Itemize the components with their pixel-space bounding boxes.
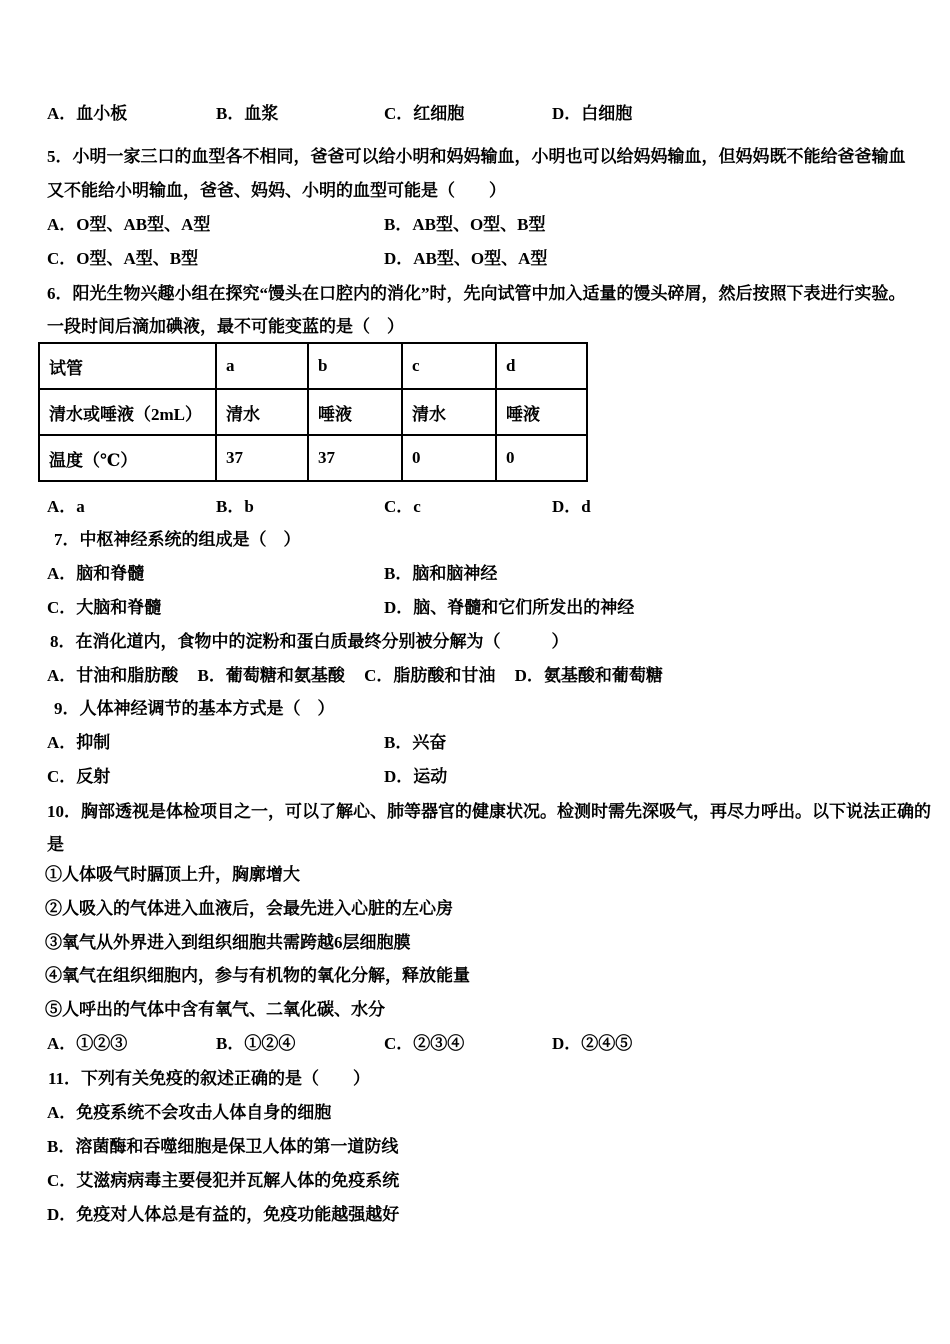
q10-option-b: B．①②④ xyxy=(216,1034,296,1053)
q11-option-c: C．艾滋病病毒主要侵犯并瓦解人体的免疫系统 xyxy=(47,1171,400,1190)
q10-statement-4: ④氧气在组织细胞内，参与有机物的氧化分解，释放能量 xyxy=(45,966,470,985)
table-cell: d xyxy=(496,343,587,389)
table-cell: 试管 xyxy=(39,343,216,389)
q8-options-row xyxy=(47,664,678,687)
q4-option-b: B．血浆 xyxy=(216,104,279,123)
q7-option-a: A．脑和脊髓 xyxy=(47,564,145,583)
q6-option-c: C．c xyxy=(384,497,421,516)
q9-option-d: D．运动 xyxy=(384,767,448,786)
q10-option-d: D．②④⑤ xyxy=(552,1034,633,1053)
q10-option-a: A．①②③ xyxy=(47,1034,128,1053)
q6-stem-line2: 一段时间后滴加碘液，最不可能变蓝的是（ ） xyxy=(47,317,404,336)
table-row-tube xyxy=(39,343,587,389)
q10-stem-line2: 是 xyxy=(47,835,64,854)
q10-statement-2: ②人吸入的气体进入血液后，会最先进入心脏的左心房 xyxy=(45,899,453,918)
q11-stem: 11．下列有关免疫的叙述正确的是（ ） xyxy=(48,1069,371,1088)
q7-option-d: D．脑、脊髓和它们所发出的神经 xyxy=(384,598,635,617)
q6-option-b: B．b xyxy=(216,497,254,516)
table-cell: 清水或唾液（2mL） xyxy=(39,389,216,435)
q5-option-b: B．AB型、O型、B型 xyxy=(384,215,546,234)
table-cell: 0 xyxy=(496,435,587,481)
q10-statement-1: ①人体吸气时膈顶上升，胸廓增大 xyxy=(45,865,300,884)
q9-option-c: C．反射 xyxy=(47,767,111,786)
q11-option-b: B．溶菌酶和吞噬细胞是保卫人体的第一道防线 xyxy=(47,1137,399,1156)
q8-option-c: C．脂肪酸和甘油 xyxy=(364,666,496,685)
q4-option-d: D．白细胞 xyxy=(552,104,633,123)
table-cell: b xyxy=(308,343,402,389)
q7-option-c: C．大脑和脊髓 xyxy=(47,598,162,617)
q4-option-a: A．血小板 xyxy=(47,104,128,123)
table-cell: 清水 xyxy=(216,389,308,435)
q7-option-b: B．脑和脑神经 xyxy=(384,564,498,583)
table-cell: 37 xyxy=(216,435,308,481)
q8-option-d: D．氨基酸和葡萄糖 xyxy=(514,666,663,685)
q4-option-c: C．红细胞 xyxy=(384,104,465,123)
q9-stem: 9．人体神经调节的基本方式是（ ） xyxy=(54,699,335,718)
table-cell: 唾液 xyxy=(496,389,587,435)
q11-option-d: D．免疫对人体总是有益的，免疫功能越强越好 xyxy=(47,1205,400,1224)
table-row-temperature xyxy=(39,435,587,481)
q5-stem-line1: 5．小明一家三口的血型各不相同，爸爸可以给小明和妈妈输血，小明也可以给妈妈输血，但妈妈既不能给爸爸输血 xyxy=(47,147,906,166)
table-cell: 温度（℃） xyxy=(39,435,216,481)
experiment-table xyxy=(38,342,588,482)
q6-stem-line1: 6．阳光生物兴趣小组在探究“馒头在口腔内的消化”时，先向试管中加入适量的馒头碎屑，然后按照下表进行实验。 xyxy=(47,284,906,303)
q5-option-c: C．O型、A型、B型 xyxy=(47,249,199,268)
q5-option-a: A．O型、AB型、A型 xyxy=(47,215,211,234)
table-cell: 唾液 xyxy=(308,389,402,435)
q10-option-c: C．②③④ xyxy=(384,1034,465,1053)
q10-stem-line1: 10．胸部透视是体检项目之一，可以了解心、肺等器官的健康状况。检测时需先深吸气，再尽力呼出。以下说法正确的 xyxy=(47,802,931,821)
q11-option-a: A．免疫系统不会攻击人体自身的细胞 xyxy=(47,1103,332,1122)
q9-option-b: B．兴奋 xyxy=(384,733,447,752)
q5-stem-line2: 又不能给小明输血，爸爸、妈妈、小明的血型可能是（ ） xyxy=(47,181,506,200)
table-cell: 清水 xyxy=(402,389,496,435)
q8-option-b: B．葡萄糖和氨基酸 xyxy=(197,666,345,685)
table-cell: 37 xyxy=(308,435,402,481)
q8-option-a: A．甘油和脂肪酸 xyxy=(47,666,179,685)
q6-option-d: D．d xyxy=(552,497,591,516)
table-cell: a xyxy=(216,343,308,389)
q9-option-a: A．抑制 xyxy=(47,733,111,752)
q10-statement-5: ⑤人呼出的气体中含有氧气、二氧化碳、水分 xyxy=(45,1000,385,1019)
q8-stem: 8．在消化道内，食物中的淀粉和蛋白质最终分别被分解为（ ） xyxy=(50,632,569,651)
table-cell: 0 xyxy=(402,435,496,481)
table-row-liquid xyxy=(39,389,587,435)
q6-option-a: A．a xyxy=(47,497,85,516)
q7-stem: 7．中枢神经系统的组成是（ ） xyxy=(54,530,301,549)
q5-option-d: D．AB型、O型、A型 xyxy=(384,249,548,268)
q10-statement-3: ③氧气从外界进入到组织细胞共需跨越6层细胞膜 xyxy=(45,933,411,952)
table-cell: c xyxy=(402,343,496,389)
